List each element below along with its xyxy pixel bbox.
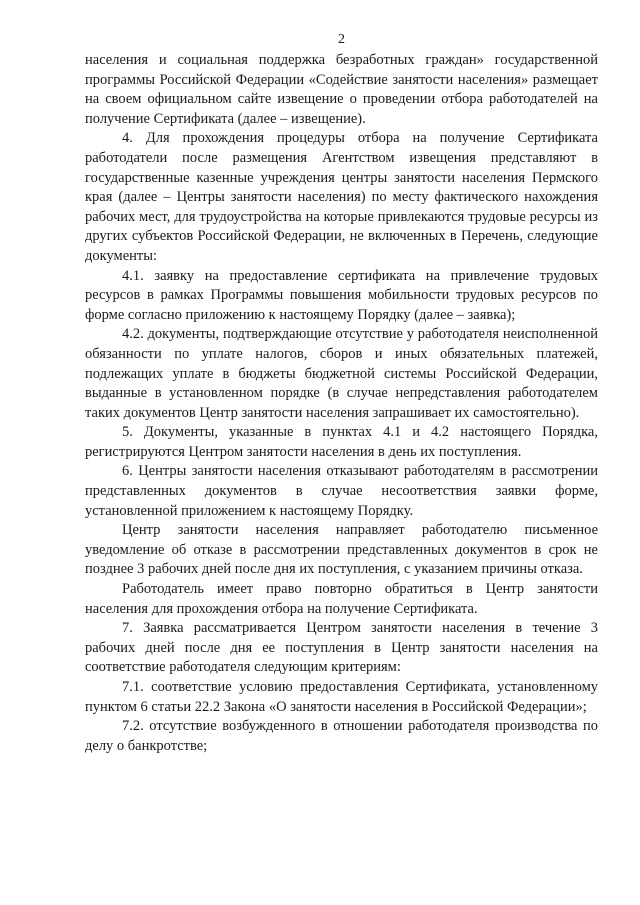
paragraph-refusal-notice: Центр занятости населения направляет работодателю письменное уведомление об отказе в рассмотрении представленных документов в срок не позднее 3 рабочих дней после дня их поступления, с указанием причины отказа. xyxy=(85,522,598,578)
paragraph-item-4-2: 4.2. документы, подтверждающие отсутствие у работодателя неисполненной обязанности по уплате налогов, сборов и иных обязательных платежей, подлежащих уплате в бюджеты бюджетной системы Российской Федерации, выданные в установленном порядке (в случае непредставления работодателем таких документов Центр занятости населения запрашивает их самостоятельно). xyxy=(85,326,598,421)
paragraph-item-4-1: 4.1. заявку на предоставление сертификата на привлечение трудовых ресурсов в рамках Программы повышения мобильности трудовых ресурсов по форме согласно приложению к настоящему Порядку (далее – заявка); xyxy=(85,267,598,323)
paragraph-reapply: Работодатель имеет право повторно обратиться в Центр занятости населения для прохождения отбора на получение Сертификата. xyxy=(85,581,598,617)
page-number: 2 xyxy=(338,32,345,47)
document-body xyxy=(85,51,598,756)
paragraph-item-7-2: 7.2. отсутствие возбужденного в отношении работодателя производства по делу о банкротстве; xyxy=(85,718,598,754)
paragraph-item-7: 7. Заявка рассматривается Центром занятости населения в течение 3 рабочих дней после дня ее поступления в Центр занятости населения на соответствие работодателя следующим критериям: xyxy=(85,620,598,676)
paragraph-item-5: 5. Документы, указанные в пунктах 4.1 и 4.2 настоящего Порядка, регистрируются Центром занятости населения в день их поступления. xyxy=(85,424,598,460)
paragraph-item-6: 6. Центры занятости населения отказывают работодателям в рассмотрении представленных документов в случае несоответствия заявки форме, установленной приложением к настоящему Порядку. xyxy=(85,463,598,519)
paragraph-item-4: 4. Для прохождения процедуры отбора на получение Сертификата работодатели после размещения Агентством извещения представляют в государственные казенные учреждения центры занятости населения Пермского края (далее – Центры занятости населения) по месту фактического нахождения рабочих мест, для трудоустройства на которые привлекаются трудовые ресурсы из других субъектов Российской Федерации, не включенных в Перечень, следующие документы: xyxy=(85,130,598,264)
paragraph-continuation: населения и социальная поддержка безработных граждан» государственной программы Российской Федерации «Содействие занятости населения» размещает на своем официальном сайте извещение о проведении отбора работодателей на получение Сертификата (далее – извещение). xyxy=(85,52,598,127)
paragraph-item-7-1: 7.1. соответствие условию предоставления Сертификата, установленному пунктом 6 статьи 22.2 Закона «О занятости населения в Российской Федерации»; xyxy=(85,679,598,715)
